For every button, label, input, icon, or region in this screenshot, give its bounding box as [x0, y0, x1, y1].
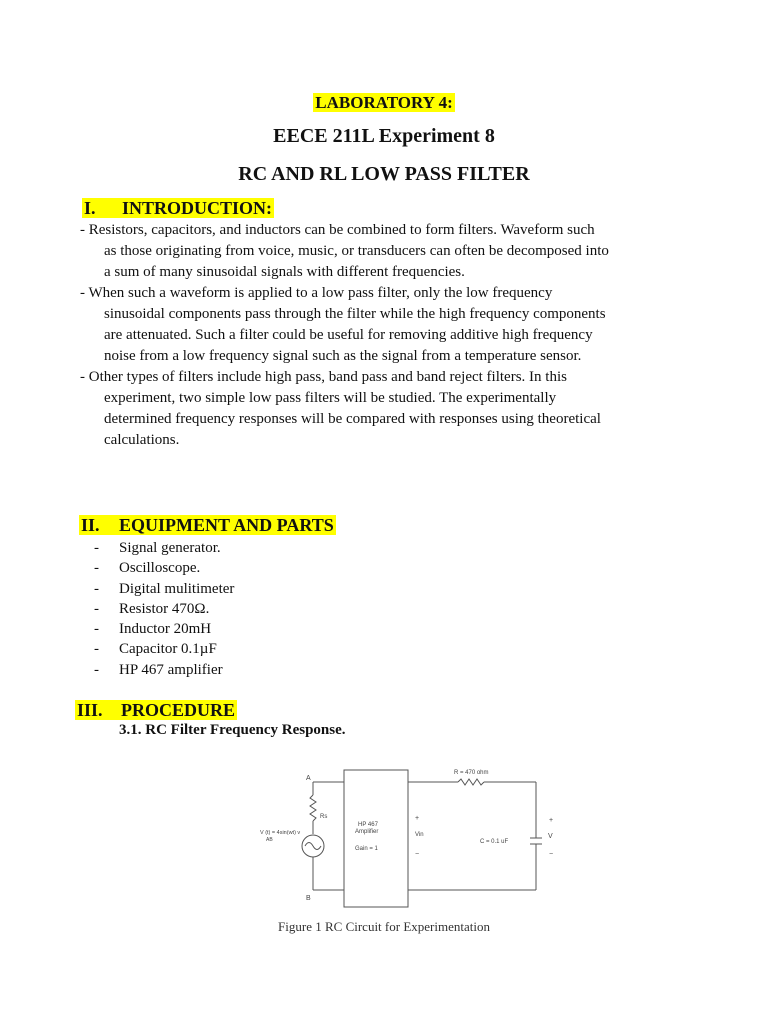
introduction-body [80, 220, 610, 451]
node-b-label: B [306, 895, 311, 902]
sine-wave-icon [305, 843, 321, 850]
section-title: EQUIPMENT AND PARTS [119, 515, 334, 535]
section-heading-introduction [82, 198, 274, 219]
node-a-label: A [306, 775, 311, 782]
amplifier-label: HP 467 [358, 822, 378, 828]
document-title: EECE 211L Experiment 8 [273, 125, 495, 147]
amplifier-box [344, 770, 408, 907]
amplifier-label: Amplifier [355, 829, 379, 835]
list-item: - Signal generator. [94, 540, 221, 556]
source-sub-label: AB [266, 837, 273, 843]
list-item: - Resistor 470Ω. [94, 600, 210, 617]
amplifier-gain-label: Gain = 1 [355, 846, 378, 852]
list-item: - Digital mulitimeter [94, 580, 235, 597]
section-number: III. [77, 700, 103, 720]
section-number: I. [84, 198, 96, 218]
list-item: - Oscilloscope. [94, 560, 201, 577]
list-item: - HP 467 amplifier [94, 661, 223, 678]
output-v-label: V [548, 833, 553, 840]
paragraph: - Resistors, capacitors, and inductors can be combined to form filters. Waveform such as those originating from voice, music, or transducers can often be decomposed into a sum of many sinusoidal signals with different frequencies. [80, 222, 609, 280]
output-plus-label: + [549, 817, 554, 824]
section-title: PROCEDURE [121, 700, 236, 720]
section-heading-equipment [79, 515, 336, 536]
paragraph: - Other types of filters include high pass, band pass and band reject filters. In this experiment, two simple low pass filters will be studied. The experimentally determined frequency responses will be compared with responses using theoretical calculations. [80, 369, 601, 448]
rc-circuit-diagram [258, 760, 558, 910]
procedure-subheading: 3.1. RC Filter Frequency Response. [119, 722, 346, 738]
lab-label-text: LABORATORY 4: [315, 93, 453, 112]
section-title: INTRODUCTION: [122, 198, 273, 218]
rs-label: Rs [320, 814, 328, 820]
r-resistor-symbol [458, 779, 484, 785]
input-minus-label: − [415, 851, 420, 858]
list-item: - Capacitor 0.1µF [94, 641, 217, 658]
output-minus-label: − [549, 851, 554, 858]
list-item: - Inductor 20mH [94, 621, 212, 638]
resistor-value-label: R = 470 ohm [454, 770, 489, 776]
paragraph: - When such a waveform is applied to a low pass filter, only the low frequency sinusoidal components pass through the filter while the high frequency components are attenuated. Such a filter could be useful for removing additive high frequency noise from a low frequency signal such as the signal from a temperature sensor. [80, 285, 606, 364]
vin-label: Vin [415, 832, 424, 838]
document-subtitle: RC AND RL LOW PASS FILTER [238, 163, 530, 185]
capacitor-value-label: C = 0.1 uF [480, 839, 509, 845]
source-label: V (t) = 4sin(wt) v [260, 830, 301, 836]
section-heading-procedure [75, 700, 237, 721]
lab-label [0, 93, 768, 113]
equipment-list [94, 538, 234, 680]
rs-resistor-symbol [310, 795, 316, 821]
input-plus-label: + [415, 815, 420, 822]
figure-caption: Figure 1 RC Circuit for Experimentation [278, 919, 490, 934]
section-number: II. [81, 515, 100, 535]
